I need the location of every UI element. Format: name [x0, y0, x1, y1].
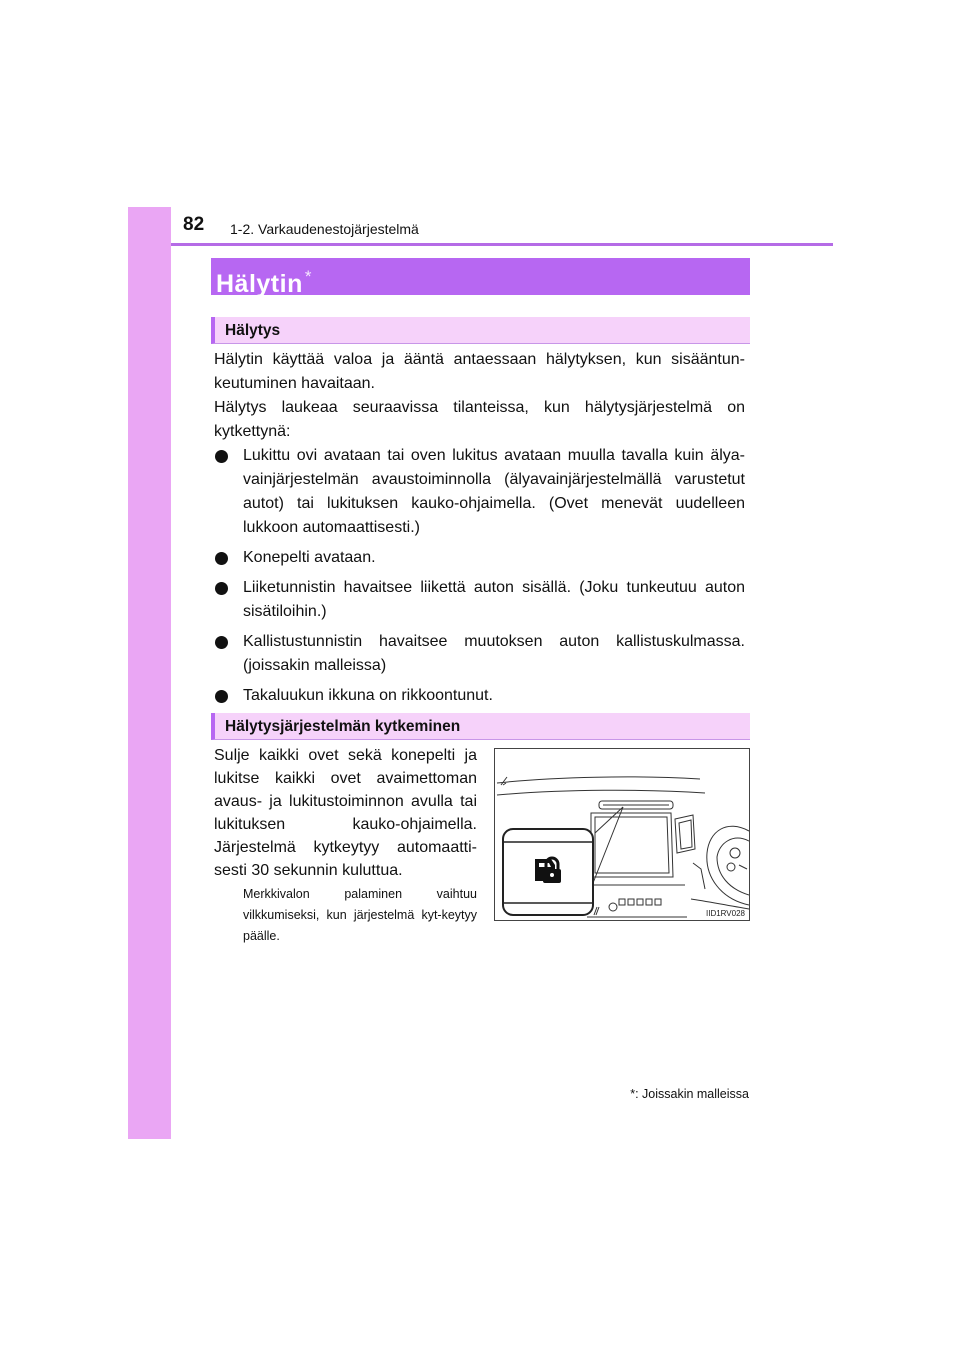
- list-item-text: Lukittu ovi avataan tai oven lukitus avataan muulla tavalla kuin älya-vainjärjestelmän avaustoiminnolla (älyavainjärjestelmällä varustetut autot) tai lukituksen kauko-ohjaimella. (Ovet menevät uudelleen lukkoon automaattisesti.): [243, 447, 745, 536]
- bullet-icon: [215, 552, 228, 565]
- bullet-icon: [215, 582, 228, 595]
- side-tab: [128, 207, 171, 1139]
- list-item-text: Takaluukun ikkuna on rikkoontunut.: [243, 687, 493, 704]
- running-head: 1-2. Varkaudenestojärjestelmä: [230, 221, 419, 237]
- page-title-text: Hälytin: [216, 270, 303, 298]
- figure-code: IID1RV028: [706, 909, 745, 918]
- list-item: [214, 576, 745, 624]
- bullet-icon: [215, 690, 228, 703]
- footnote: [630, 1087, 749, 1101]
- section-heading-alarm: Hälytys: [211, 317, 750, 344]
- alarm-trigger-paragraph: Hälytys laukeaa seuraavissa tilanteissa, kun hälytysjärjestelmä on kytkettynä:: [214, 399, 745, 440]
- section-heading-setting: Hälytysjärjestelmän kytkeminen: [211, 713, 750, 740]
- footnote-text: : Joissakin malleissa: [635, 1087, 749, 1101]
- page-title: [211, 258, 750, 298]
- header-rule: [171, 243, 833, 246]
- alarm-intro: [214, 348, 745, 444]
- footnote-mark: *: [630, 1087, 636, 1101]
- list-item-text: Kallistustunnistin havaitsee muutoksen auton kallistuskulmassa. (joissakin malleissa): [243, 633, 745, 674]
- bullet-icon: [215, 450, 228, 463]
- dashboard-figure: [494, 748, 750, 921]
- list-item: [214, 684, 745, 708]
- setting-note: Merkkivalon palaminen vaihtuu vilkkumiseksi, kun järjestelmä kyt-keytyy päälle.: [243, 887, 477, 943]
- list-item: [214, 444, 745, 540]
- dashboard-illustration: [495, 749, 749, 920]
- list-item: [214, 630, 745, 678]
- list-item-text: Liiketunnistin havaitsee liikettä auton sisällä. (Joku tunkeutuu auton sisätiloihin.): [243, 579, 745, 620]
- title-asterisk: *: [304, 267, 312, 286]
- security-indicator-lock-icon: [535, 858, 561, 883]
- page-number: 82: [183, 214, 205, 235]
- setting-paragraph: Sulje kaikki ovet sekä konepelti ja lukitse kaikki ovet avaimettoman avaus- ja lukitustoiminnon avulla tai lukituksen kauko-ohjaimella. Järjestelmä kytkeytyy automaatti-sesti 30 sekunnin kuluttua.: [214, 747, 477, 879]
- bullet-icon: [215, 636, 228, 649]
- list-item: [214, 546, 745, 570]
- list-item-text: Konepelti avataan.: [243, 549, 376, 566]
- alarm-trigger-list: [214, 444, 745, 714]
- alarm-intro-paragraph: Hälytin käyttää valoa ja ääntä antaessaan hälytyksen, kun sisääntun-keutuminen havaitaan.: [214, 351, 745, 392]
